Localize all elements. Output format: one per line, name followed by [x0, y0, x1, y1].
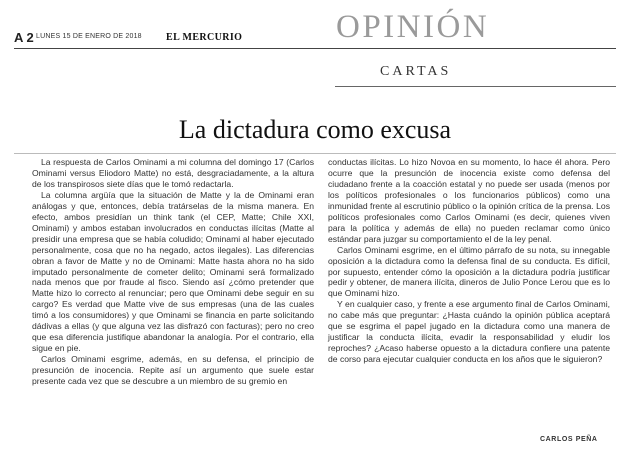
publication-date: LUNES 15 DE ENERO DE 2018 [36, 33, 142, 40]
article-headline: La dictadura como excusa [178, 115, 452, 144]
subsection-divider [335, 86, 616, 87]
headline-divider [14, 153, 616, 154]
newspaper-name: EL MERCURIO [166, 32, 243, 43]
article-paragraph: Y en cualquier caso, y frente a ese argumento final de Carlos Ominami, no cabe más que preguntar: ¿Hasta cuándo la opinión pública aceptará que se esgrima el papel jugado en la dictadura como una manera de justificar la conducta ilícita, evadir la responsabilidad y eludir los reproches? ¿Acaso haberse opuesto a la dictadura confiere una patente de corso para ejecutar cualquier conducta en los años que le siguieron? [328, 299, 610, 365]
section-title: OPINIÓN [336, 9, 490, 45]
page-number: A 2 [14, 30, 34, 45]
page-header [0, 9, 630, 54]
subsection-title: CARTAS [380, 64, 452, 79]
article-paragraph-continued: conductas ilícitas. Lo hizo Novoa en su momento, lo hace él ahora. Pero ocurre que la presunción de inocencia existe como defensa del ciudadano frente a la coacción estatal y no puede ser usada (menos por los políticos profesionales o los funcionarios públicos) como una inmunidad frente al escrutinio público o la opinión crítica de la prensa. Los políticos profesionales como Carlos Ominami (es decir, quienes viven para la política y además de ella) no pueden reclamar como único estándar para juzgar su comportamiento el de la ley penal. [328, 157, 610, 244]
header-divider [14, 48, 616, 49]
article-paragraph: Carlos Ominami esgrime, en el último párrafo de su nota, su innegable oposición a la dictadura como la defensa final de su conducta. Es difícil, por supuesto, entender cómo la oposición a la dictadura podría justificar pedir y obtener, de manera ilícita, dineros de Julio Ponce Lerou que es lo que Ominami hizo. [328, 244, 610, 299]
article-column-right [328, 157, 610, 365]
author-signature: CARLOS PEÑA [540, 436, 598, 443]
article-paragraph: La respuesta de Carlos Ominami a mi columna del domingo 17 (Carlos Ominami versus Eliodoro Matte) no está, desgraciadamente, a la altura de los transpirosos siete días que le tomó redactarla. [32, 157, 314, 189]
article-paragraph: Carlos Ominami esgrime, además, en su defensa, el principio de presunción de inocencia. Repite así un argumento que suele estar presente cada vez que se descubre a un miembro de su gremio en [32, 354, 314, 387]
article-column-left [32, 157, 314, 387]
article-paragraph: La columna argüía que la situación de Matte y la de Ominami eran análogas y que, entonces, debía tratárselas de la misma manera. En efecto, ambos presidían un think tank (el CEP, Matte; Chile XXI, Ominami) y ambos estaban involucrados en conductas ilícitas (Matte al presidir una empresa que se había coludido; Ominami al haber ejecutado personalmente, cosa que no ha negado, actos ilegales). Las diferencias obran a favor de Matte y no de Ominami: Matte hasta ahora no ha sido imputado personalmente de cometer delito; Ominami será formalizado nada menos que por fraude al fisco. Siendo así ¿cómo pretender que Matte hizo lo correcto al renunciar; pero que Ominami debe seguir en su cargo? Es verdad que Matte vive de sus empresas (una de las cuales timó a los consumidores) y que Ominami se financia en parte solicitando dádivas a ellas (y que alguna vez las disfrazó con facturas); pero no creo que esa diferencia justifique abandonar la analogía. Por el contrario, ella sigue en pie. [32, 189, 314, 354]
